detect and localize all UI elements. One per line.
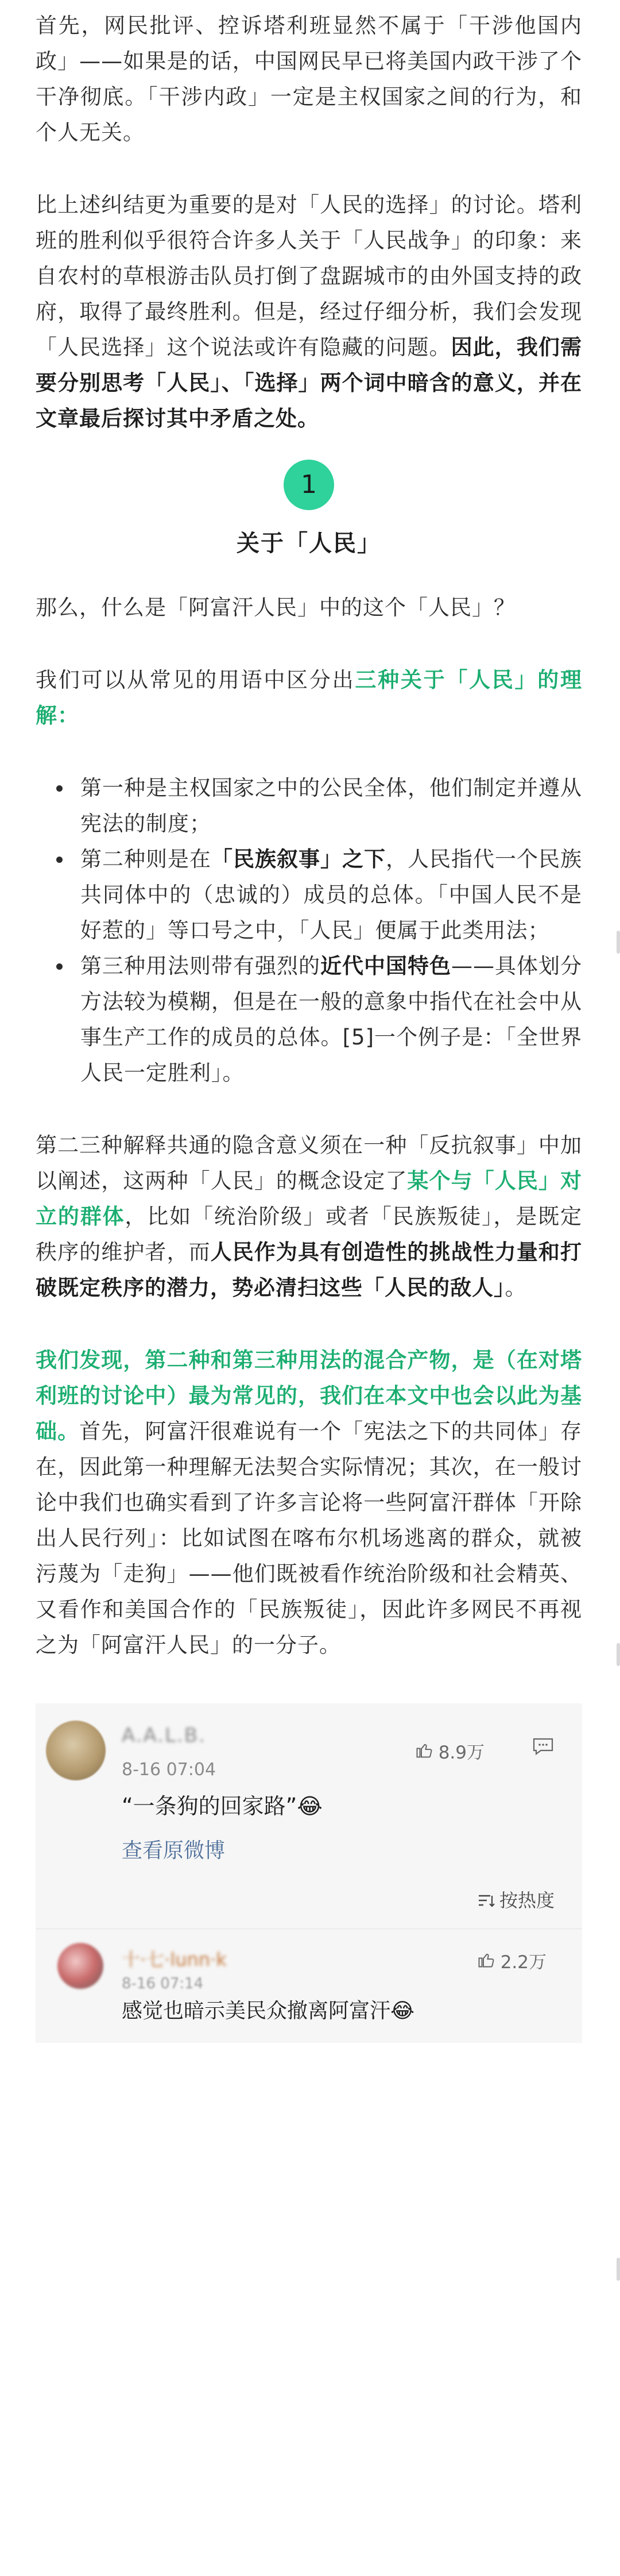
paragraph-people-choice — [36, 187, 582, 437]
avatar[interactable] — [57, 1943, 103, 1989]
sort-by-hot-button[interactable] — [478, 1886, 555, 1912]
comment-time: 8-16 07:14 — [122, 1975, 204, 1992]
comment-time: 8-16 07:04 — [122, 1760, 216, 1780]
paragraph-people-choice-text: 比上述纠结更为重要的是对「人民的选择」的讨论。塔利班的胜利似乎很符合许多人关于「人民战争」的印象：来自农村的草根游击队员打倒了盘踞城市的由外国支持的政府，取得了最终胜利。但是，经过仔细分析，我们会发现「人民选择」这个说法或许有隐藏的问题。 — [36, 192, 582, 360]
like-button[interactable] — [416, 1738, 485, 1764]
paragraph-opposition-text: 。 — [505, 1275, 527, 1300]
paragraph-opposition — [36, 1128, 582, 1306]
paragraph-question-text: 那么，什么是「阿富汗人民」中的这个「人民」？ — [36, 595, 516, 620]
commenter-name[interactable]: 十·七·lunn·k — [122, 1949, 227, 1970]
paragraph-conclusion-highlight: 我们发现，第二种和第三种用法的混合产物，是（在对塔利班的讨论中）最为常见的，我们在本文中也会以此为基础。 — [36, 1348, 582, 1444]
scrollbar-thumb[interactable] — [617, 2258, 620, 2281]
weibo-comment — [36, 1939, 582, 2026]
list-item — [36, 948, 582, 1091]
comment-text: “一条狗的回家路”😂 — [122, 1794, 323, 1819]
paragraph-opposition-text: ，比如「统治阶级」或者「民族叛徒」，是既定秩序的维护者，而 — [36, 1204, 583, 1264]
paragraph-three-meanings-text: 我们可以从常见的用语中区分出 — [36, 668, 355, 692]
paragraph-opposition-highlight: 某个与「人民」对立的群体 — [36, 1169, 583, 1229]
sort-icon — [478, 1894, 495, 1908]
commenter-name[interactable]: A.A.L.B. — [122, 1724, 206, 1747]
paragraph-question — [36, 590, 582, 626]
list-item — [36, 842, 582, 948]
like-count: 8.9万 — [438, 1742, 485, 1763]
list-item-text: ——具体划分方法较为模糊，但是在一般的意象中指代在社会中从事生产工作的成员的总体。[5]一个例子是：「全世界人民一定胜利」。 — [80, 954, 582, 1085]
scrollbar-thumb[interactable] — [617, 1643, 620, 1666]
paragraph-conclusion — [36, 1343, 582, 1663]
paragraph-intro — [36, 0, 582, 151]
list-item-text: ，人民指代一个民族共同体中的（忠诚的）成员的总体。「中国人民不是好惹的」等口号之中，「人民」便属于此类用法； — [80, 847, 582, 943]
paragraph-conclusion-text: 首先，阿富汗很难说有一个「宪法之下的共同体」存在，因此第一种理解无法契合实际情况；其次，在一般讨论中我们也确实看到了许多言论将一些阿富汗群体「开除出人民行列」：比如试图在喀布尔机场逃离的群众，就被污蔑为「走狗」——他们既被看作统治阶级和社会精英、又看作和美国合作的「民族叛徒」，因此许多网民不再视之为「阿富汗人民」的一分子。 — [36, 1419, 583, 1657]
paragraph-three-meanings — [36, 662, 582, 734]
list-item-emphasis: 「民族叙事」之下 — [211, 847, 386, 871]
bullet-dot-icon — [56, 963, 63, 970]
sort-label: 按热度 — [499, 1889, 555, 1911]
weibo-comment — [36, 1714, 582, 1886]
thumbs-up-icon — [416, 1741, 433, 1763]
avatar[interactable] — [46, 1721, 106, 1780]
list-item-text: 第三种用法则带有强烈的 — [80, 954, 320, 978]
paragraph-intro-text: 首先，网民批评、控诉塔利班显然不属于「干涉他国内政」——如果是的话，中国网民早已将美国内政干涉了个干净彻底。「干涉内政」一定是主权国家之间的行为，和个人无关。 — [36, 13, 582, 145]
paragraph-people-choice-emphasis: 因此，我们需要分别思考「人民」、「选择」两个词中暗含的意义，并在文章最后探讨其中矛盾之处。 — [36, 335, 583, 431]
list-item — [36, 770, 582, 842]
paragraph-opposition-text: 第二三种解释共通的隐含意义须在一种「反抗叙事」中加以阐述，这两种「人民」的概念设定了 — [36, 1133, 582, 1193]
bullet-dot-icon — [56, 857, 63, 863]
comment-icon[interactable] — [532, 1737, 555, 1755]
meanings-list — [36, 770, 582, 1091]
like-button[interactable] — [478, 1948, 547, 1973]
paragraph-three-meanings-highlight: 三种关于「人民」的理解： — [36, 668, 583, 728]
section-number-badge: 1 — [284, 460, 334, 510]
list-item-emphasis: 近代中国特色 — [320, 954, 451, 978]
sort-bar — [36, 1886, 582, 1921]
scrollbar-thumb[interactable] — [617, 931, 620, 954]
paragraph-opposition-emphasis: 人民作为具有创造性的挑战性力量和打破既定秩序的潜力，势必清扫这些「人民的敌人」 — [36, 1240, 583, 1300]
weibo-comments-screenshot — [36, 1703, 582, 2043]
thumbs-up-icon — [478, 1951, 495, 1973]
comment-text: 感觉也暗示美民众撤离阿富汗😂 — [122, 1999, 415, 2023]
bullet-dot-icon — [56, 785, 63, 792]
view-original-link[interactable]: 查看原微博 — [122, 1839, 226, 1862]
list-item-text: 第一种是主权国家之中的公民全体，他们制定并遵从宪法的制度； — [80, 776, 582, 836]
list-item-text: 第二种则是在 — [80, 847, 211, 871]
section-title: 关于「人民」 — [237, 530, 381, 557]
like-count: 2.2万 — [500, 1952, 547, 1973]
